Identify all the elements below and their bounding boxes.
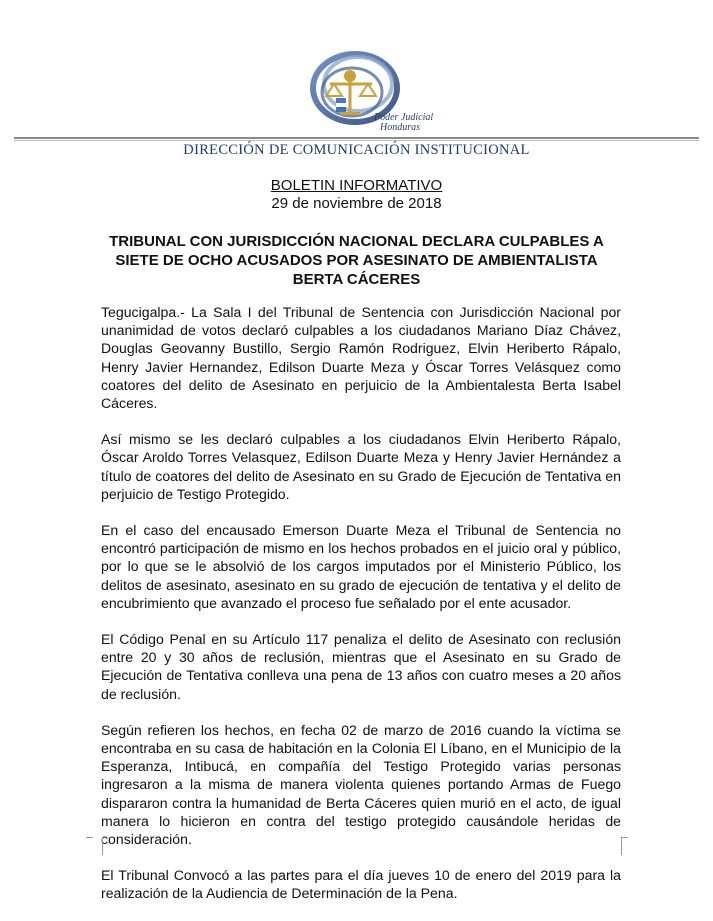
paragraph: Así mismo se les declaró culpables a los ciudadanos Elvin Heriberto Rápalo, Óscar Aroldo Torres Velasquez, Edilson Duarte Meza y Henry Javier Hernández a título de coatores del delito de Asesinato en su Grado de Ejecución de Tentativa en perjuicio de Testigo Protegido. [101, 431, 621, 502]
logo-caption [374, 113, 433, 133]
paragraph: Según refieren los hechos, en fecha 02 de marzo de 2016 cuando la víctima se encontraba en su casa de habitación en la Colonia El Líbano, en el Municipio de la Esperanza, Intibucá, en compañía del Testigo Protegido varias personas ingresaron a la misma de manera violenta quienes portando Armas de Fuego dispararon contra la humanidad de Berta Cáceres quien murió en el acto, de igual manera lo hicieron en contra del testigo protegido causándole heridas de consideración. [101, 721, 621, 848]
header-rule [14, 137, 699, 139]
bulletin-date: 29 de noviembre de 2018 [271, 195, 442, 212]
bulletin-headline: TRIBUNAL CON JURISDICCIÓN NACIONAL DECLARA CULPABLES A SIETE DE OCHO ACUSADOS POR ASESINATO DE AMBIENTALISTA BERTA CÁCERES [109, 233, 604, 288]
bulletin-title: BOLETIN INFORMATIVO [270, 177, 443, 194]
paragraph: Tegucigalpa.- La Sala I del Tribunal de Sentencia con Jurisdicción Nacional por unanimidad de votos declaró culpables a los ciudadanos Mariano Díaz Chávez, Douglas Geovanny Bustillo, Sergio Ramón Rodriguez, Elvin Heriberto Rápalo, Henry Javier Hernandez, Edilson Duarte Meza y Óscar Torres Velásquez como coatores del delito de Asesinato en perjuicio de la Ambientalesta Berta Isabel Cáceres. [101, 304, 621, 412]
department-name: DIRECCIÓN DE COMUNICACIÓN INSTITUCIONAL [183, 142, 530, 158]
logo-line-1: Poder Judicial [374, 112, 434, 123]
paragraph: En el caso del encausado Emerson Duarte Meza el Tribunal de Sentencia no encontró participación de mismo en los hechos probados en el juicio oral y público, por lo que se le absolvió de los cargos imputados por el Ministerio Público, los delitos de asesinato, asesinato en su grado de ejecución de tentativa y el delito de encubrimiento que avanzado el proceso fue señalado por el ente acusador. [101, 522, 621, 611]
paragraph: El Código Penal en su Artículo 117 penaliza el delito de Asesinato con reclusión entre 20 y 30 años de reclusión, mientras que el Asesinato en su Grado de Ejecución de Tentativa conlleva una pena de 13 años con cuatro meses a 20 años de reclusión. [101, 631, 621, 702]
paragraph: El Tribunal Convocó a las partes para el día jueves 10 de enero del 2019 para la realización de la Audiencia de Determinación de la Pena. [101, 867, 621, 902]
margin-mark-left [92, 837, 103, 855]
bulletin-body [101, 303, 621, 921]
header-rule-thin [14, 140, 699, 141]
logo-line-2: Honduras [380, 122, 421, 133]
margin-mark-right [621, 837, 632, 855]
margin-mark-left-h [86, 837, 93, 838]
margin-mark-right-h [621, 837, 628, 838]
